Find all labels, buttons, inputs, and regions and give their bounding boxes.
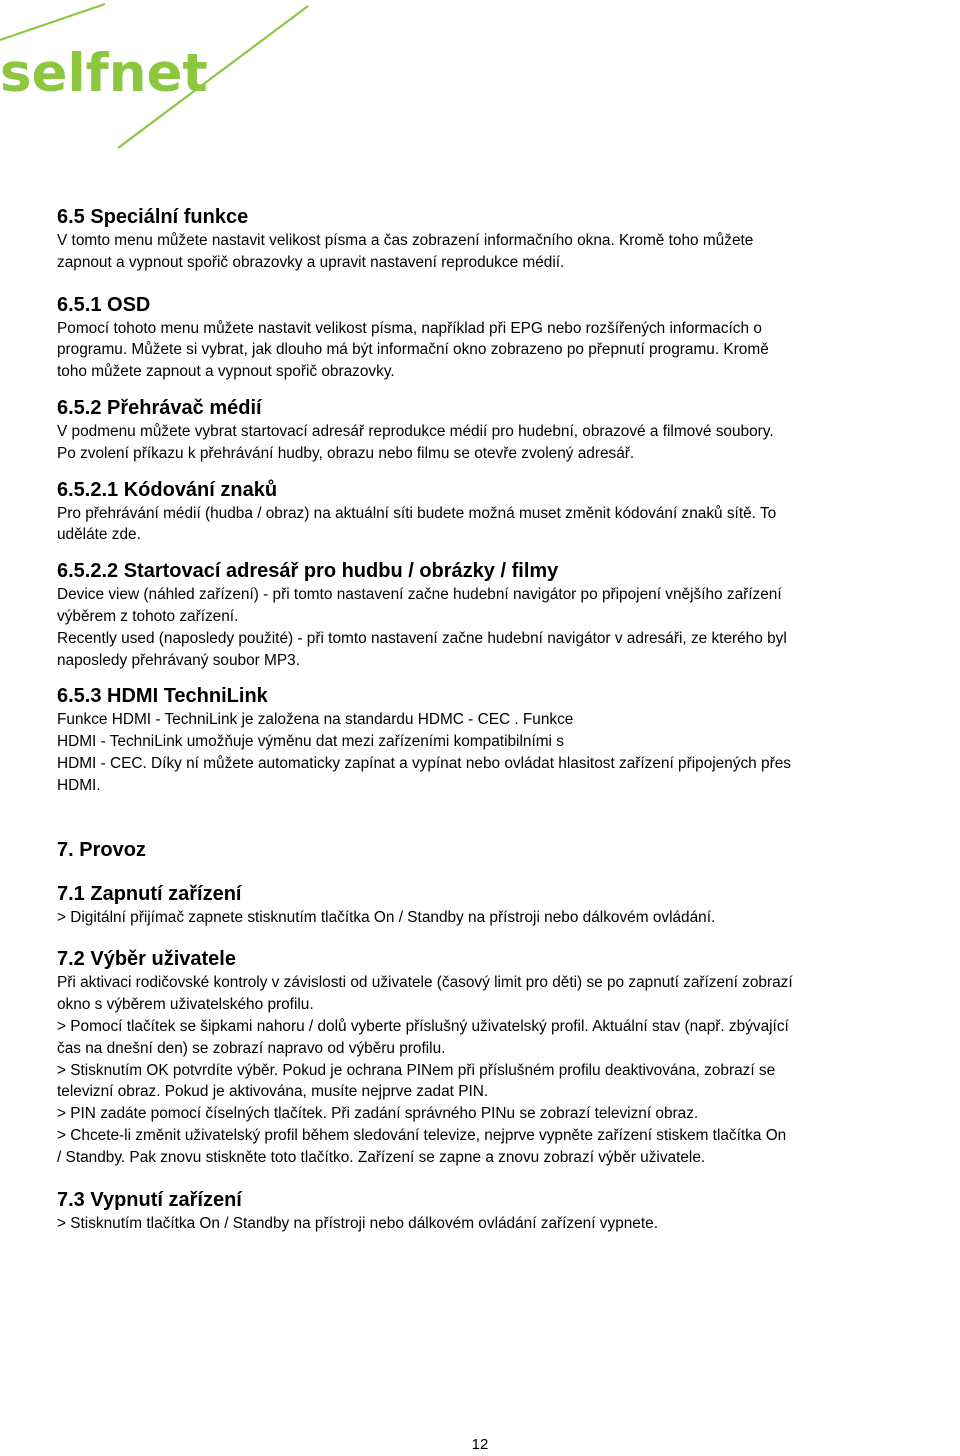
paragraph-line: čas na dnešní den) se zobrazí napravo od výběru profilu.	[57, 1039, 446, 1057]
section-heading-6-5-3: 6.5.3 HDMI TechniLink	[57, 685, 268, 708]
paragraph-line: Recently used (naposledy použité) - při tomto nastavení začne hudební navigátor v adresáři, ze kterého byl	[57, 629, 787, 647]
paragraph-line: Při aktivaci rodičovské kontroly v závislosti od uživatele (časový limit pro děti) se po zapnutí zařízení zobrazí	[57, 974, 793, 992]
paragraph-line: uděláte zde.	[57, 526, 141, 544]
section-heading-6-5-2: 6.5.2 Přehrávač médií	[57, 396, 262, 419]
paragraph-line: HDMI - TechniLink umožňuje výměnu dat mezi zařízeními kompatibilními s	[57, 733, 564, 751]
paragraph-line: okno s výběrem uživatelského profilu.	[57, 996, 314, 1014]
selfnet-logo	[0, 0, 320, 160]
paragraph-line: > Stisknutím OK potvrdíte výběr. Pokud je ochrana PINem při příslušném profilu deaktivována, zobrazí se	[57, 1061, 776, 1079]
logo-swoosh-top	[0, 4, 105, 40]
paragraph-line: V tomto menu můžete nastavit velikost písma a čas zobrazení informačního okna. Kromě toho můžete	[57, 232, 754, 249]
paragraph-line: Pomocí tohoto menu můžete nastavit velikost písma, například při EPG nebo rozšířených informacích o	[57, 319, 762, 337]
paragraph-line: > Chcete-li změnit uživatelský profil během sledování televize, nejprve vypněte zařízení stiskem tlačítka On	[57, 1126, 787, 1144]
page-number: 12	[471, 1436, 489, 1453]
section-heading-7-1: 7.1 Zapnutí zařízení	[57, 882, 242, 905]
paragraph-line: naposledy přehrávaný soubor MP3.	[57, 651, 300, 669]
paragraph-line: HDMI - CEC. Díky ní můžete automaticky zapínat a vypínat nebo ovládat hlasitost zařízení připojených přes	[57, 754, 791, 772]
paragraph-line: Po zvolení příkazu k přehrávání hudby, obrazu nebo filmu se otevře zvolený adresář.	[57, 444, 635, 462]
paragraph-line: / Standby. Pak znovu stiskněte toto tlačítko. Zařízení se zapne a znovu zobrazí výběr uživatele.	[57, 1148, 706, 1166]
section-heading-6-5-1: 6.5.1 OSD	[57, 293, 151, 316]
paragraph-line: zapnout a vypnout spořič obrazovky a upravit nastavení reprodukce médií.	[57, 253, 565, 271]
paragraph-line: výběrem z tohoto zařízení.	[57, 607, 239, 625]
paragraph-line: televizní obraz. Pokud je aktivována, musíte nejprve zadat PIN.	[57, 1083, 489, 1101]
paragraph-line: > Pomocí tlačítek se šipkami nahoru / dolů vyberte příslušný uživatelský profil. Aktuální stav (např. zbývající	[57, 1017, 789, 1035]
document-body	[57, 204, 957, 1234]
paragraph-line: Pro přehrávání médií (hudba / obraz) na aktuální síti budete možná muset změnit kódování znaků sítě. To	[57, 504, 777, 522]
paragraph-line: > Digitální přijímač zapnete stisknutím tlačítka On / Standby na přístroji nebo dálkovém ovládání.	[57, 908, 716, 926]
paragraph-line: V podmenu můžete vybrat startovací adresář reprodukce médií pro hudební, obrazové a filmové soubory.	[57, 422, 774, 440]
chapter-heading-7: 7. Provoz	[57, 838, 146, 861]
paragraph-line: HDMI.	[57, 776, 101, 794]
section-heading-7-3: 7.3 Vypnutí zařízení	[57, 1188, 242, 1211]
paragraph-line: programu. Můžete si vybrat, jak dlouho má být informační okno zobrazeno po přepnutí programu. Kromě	[57, 341, 769, 359]
section-heading-6-5-2-2: 6.5.2.2 Startovací adresář pro hudbu / obrázky / filmy	[57, 560, 559, 583]
section-heading-6-5-2-1: 6.5.2.1 Kódování znaků	[57, 478, 278, 501]
section-heading-7-2: 7.2 Výběr uživatele	[57, 948, 236, 971]
paragraph-line: Funkce HDMI - TechniLink je založena na standardu HDMC - CEC . Funkce	[57, 711, 574, 729]
paragraph-line: toho můžete zapnout a vypnout spořič obrazovky.	[57, 363, 395, 381]
paragraph-line: > Stisknutím tlačítka On / Standby na přístroji nebo dálkovém ovládání zařízení vypnete.	[57, 1214, 658, 1232]
section-heading-6-5: 6.5 Speciální funkce	[57, 206, 249, 228]
paragraph-line: > PIN zadáte pomocí číselných tlačítek. Při zadání správného PINu se zobrazí televizní obraz.	[57, 1105, 699, 1123]
paragraph-line: Device view (náhled zařízení) - při tomto nastavení začne hudební navigátor po připojení vnějšího zařízení	[57, 586, 782, 604]
logo-text: selfnet	[0, 43, 208, 104]
